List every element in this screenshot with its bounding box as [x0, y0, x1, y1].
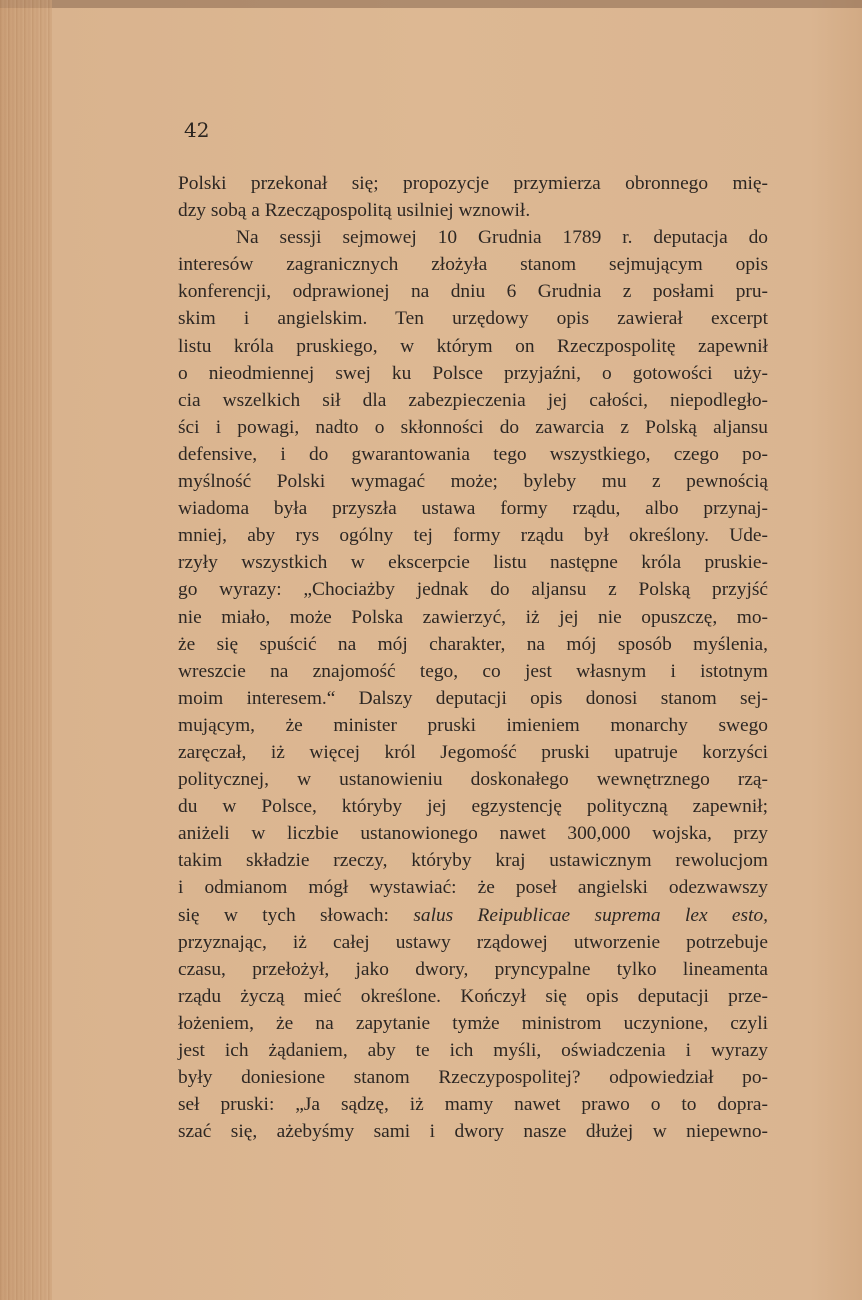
- text-line: łożeniem, że na zapytanie tymże ministrom uczynione, czyli: [178, 1012, 768, 1034]
- text-line: wiadoma była przyszła ustawa formy rządu, albo przynaj-: [178, 498, 768, 520]
- text-line: aniżeli w liczbie ustanowionego nawet 300,000 wojska, przy: [178, 823, 768, 845]
- text-line: defensive, i do gwarantowania tego wszystkiego, czego po-: [178, 443, 768, 465]
- text-line: takim składzie rzeczy, któryby kraj ustawicznym rewolucjom: [178, 850, 768, 872]
- text-line: Polski przekonał się; propozycje przymierza obronnego mię-: [178, 173, 768, 194]
- page-stack-edge: [0, 0, 52, 1300]
- text-line: listu króla pruskiego, w którym on Rzeczpospolitę zapewnił: [178, 335, 768, 357]
- text-line: konferencji, odprawionej na dniu 6 Grudnia z posłami pru-: [178, 281, 768, 303]
- text-line: seł pruski: „Ja sądzę, iż mamy nawet prawo o to dopra-: [178, 1094, 768, 1116]
- text-line: przyznając, iż całej ustawy rządowej utworzenie potrzebuje: [178, 931, 768, 953]
- text-line: i odmianom mógł wystawiać: że poseł angielski odezwawszy: [178, 877, 768, 899]
- text-line: Na sessji sejmowej 10 Grudnia 1789 r. deputacja do: [236, 227, 768, 249]
- text-line: ści i powagi, nadto o skłonności do zawarcia z Polską aljansu: [178, 416, 768, 438]
- text-line: rządu życzą mieć określone. Kończył się opis deputacji prze-: [178, 985, 768, 1007]
- text-line: du w Polsce, któryby jej egzystencję polityczną zapewnił;: [178, 796, 768, 818]
- text-segment: się w tych słowach:: [178, 904, 389, 926]
- text-line: mującym, że minister pruski imieniem monarchy swego: [178, 714, 768, 736]
- text-line: politycznej, w ustanowieniu doskonałego wewnętrznego rzą-: [178, 769, 768, 791]
- text-line: dzy sobą a Rzecząpospolitą usilniej wznowił.: [178, 200, 531, 222]
- text-line: skim i angielskim. Ten urzędowy opis zawierał excerpt: [178, 308, 768, 330]
- text-line: go wyrazy: „Chociażby jednak do aljansu z Polską przyjść: [178, 579, 768, 601]
- text-line: czasu, przełożył, jako dwory, pryncypalne tylko lineamenta: [178, 958, 768, 980]
- text-line: o nieodmiennej swej ku Polsce przyjaźni, o gotowości uży-: [178, 362, 768, 384]
- text-line: były doniesione stanom Rzeczypospolitej? odpowiedział po-: [178, 1067, 768, 1089]
- text-line: że się spuścić na mój charakter, na mój sposób myślenia,: [178, 633, 768, 655]
- text-line: moim interesem.“ Dalszy deputacji opis donosi stanom sej-: [178, 687, 768, 709]
- text-line: myślność Polski wymagać może; byleby mu z pewnością: [178, 471, 768, 493]
- text-line: rzyły wszystkich w ekscerpcie listu następne króla pruskie-: [178, 552, 768, 574]
- text-line-with-quote: [178, 902, 768, 929]
- text-line: jest ich żądaniem, aby te ich myśli, oświadczenia i wyrazy: [178, 1040, 768, 1061]
- latin-quote: salus Reipublicae suprema lex esto,: [413, 904, 769, 926]
- body-text: [178, 170, 768, 1145]
- page-top-edge: [0, 0, 862, 8]
- text-line: szać się, ażebyśmy sami i dwory nasze dłużej w niepewno-: [178, 1121, 768, 1143]
- text-line: interesów zagranicznych złożyła stanom sejmującym opis: [178, 254, 768, 276]
- text-line: cia wszelkich sił dla zabezpieczenia jej całości, niepodległo-: [178, 389, 768, 411]
- text-line: mniej, aby rys ogólny tej formy rządu był określony. Ude-: [178, 525, 768, 547]
- text-line: zaręczał, iż więcej król Jegomość pruski upatruje korzyści: [178, 741, 768, 763]
- page-number: 42: [184, 118, 210, 142]
- text-line: wreszcie na znajomość tego, co jest własnym i istotnym: [178, 660, 768, 682]
- text-line: nie miało, może Polska zawierzyć, iż jej nie opuszczę, mo-: [178, 606, 768, 628]
